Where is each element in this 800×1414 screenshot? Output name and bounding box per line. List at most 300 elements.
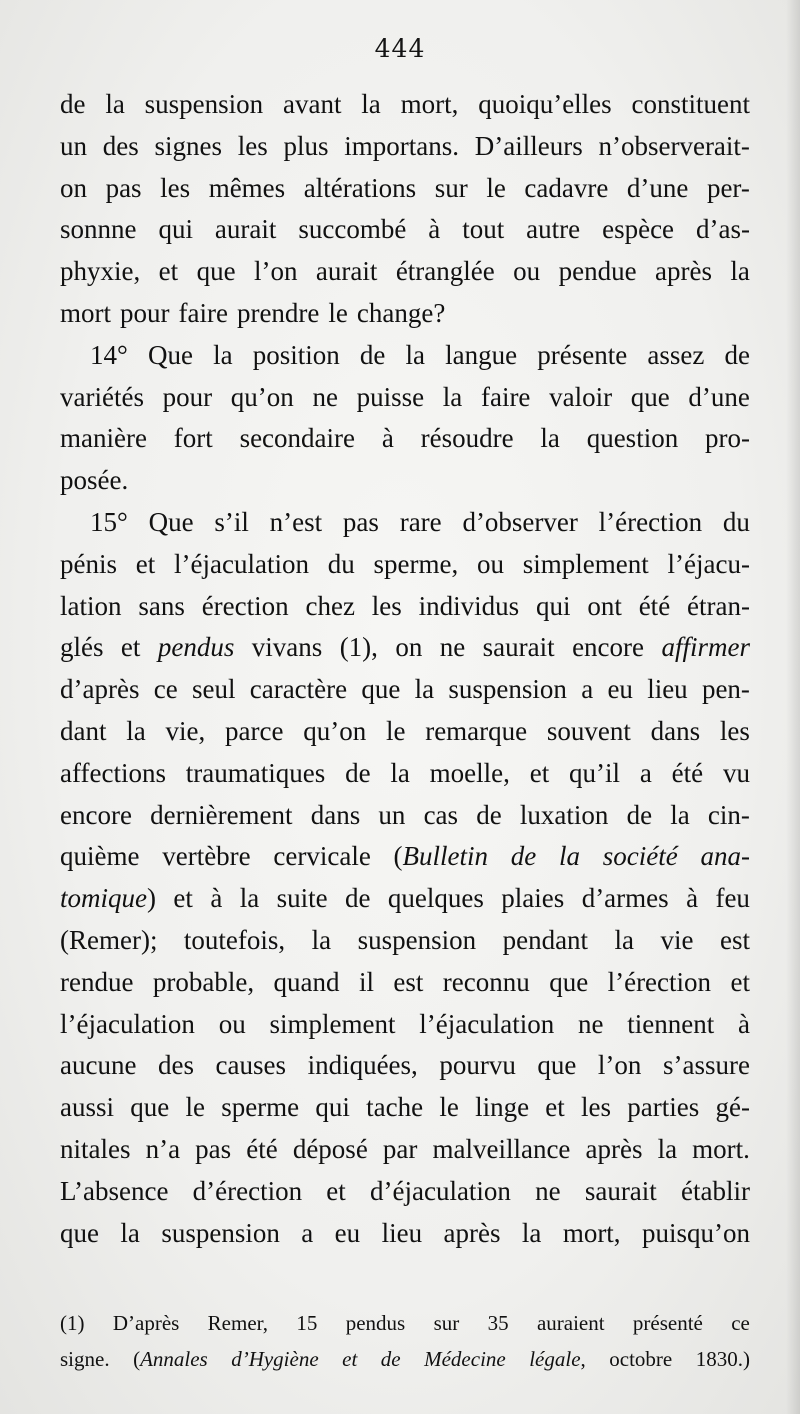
word: l’on [254,256,298,287]
word: ne [439,632,466,663]
word: simplement [269,1008,396,1039]
word: pas [105,172,142,203]
word: n’est [269,506,323,537]
word: tiennent [627,1008,715,1039]
word: l’éjacu- [667,548,750,579]
word: l’éjaculation [174,548,309,579]
word: l’éjaculation [419,1008,555,1039]
word: la [126,715,146,746]
body-line [60,418,750,460]
body-line [60,669,750,711]
word: le [185,1092,205,1123]
word: du [327,548,355,579]
word: (Bulletin [393,841,489,872]
word: les [719,715,750,746]
word: pour [162,381,213,412]
word: s’il [214,506,249,537]
word: change? [356,297,446,328]
word: variétés [60,381,144,412]
word: sur [434,172,468,203]
body-line [60,753,750,795]
word: affirmer [661,632,750,663]
word: valoir [549,381,613,412]
word: établir [681,1175,750,1206]
word: présenté [632,1311,703,1335]
word: la [120,1217,140,1248]
footnote [60,1305,750,1377]
body-line [60,795,750,837]
word: quoiqu’elles [478,89,612,119]
footnote-line [60,1305,750,1341]
body-line [60,209,750,251]
word: glés [60,632,104,663]
word: on [60,172,87,203]
word: de [359,339,386,370]
word: que [630,381,670,412]
word: pendue [558,256,637,287]
word: à [686,883,699,914]
word: et [326,1175,346,1206]
word: la [390,757,410,788]
word: chez [305,590,355,621]
word: 35 [487,1311,509,1335]
word: lation [60,590,122,621]
word: est [393,966,424,997]
body-line [60,1213,750,1255]
word: nitales [60,1133,131,1164]
word: que [60,1217,99,1248]
word: qu’on [303,715,367,746]
body-line [60,627,750,669]
word: fort [173,423,213,454]
word: la [558,841,580,872]
word: D’ailleurs [474,130,583,161]
word: érection [201,590,289,621]
body-line [60,84,750,126]
word: l’éjaculation [60,1008,195,1039]
word: faire [480,381,531,412]
word: plus [283,130,329,161]
word: puisse [356,381,425,412]
word: aurait [315,256,378,287]
word: étranglée [395,256,495,287]
word: encore [572,632,645,663]
word: per- [706,172,750,203]
body-line [60,251,750,293]
word: question [586,423,679,454]
word: dans [310,799,361,830]
word: suite [276,883,328,914]
word: s’assure [662,1050,750,1081]
word: autre [526,214,581,245]
word: mort, [400,89,459,119]
body-line [60,544,750,586]
word: l’érection [607,966,712,997]
body-line [60,126,750,168]
word: et [730,966,750,997]
word: individus [418,590,520,621]
word: traumatiques [185,757,326,788]
word: remarque [425,715,528,746]
word: eu [607,674,633,705]
word: ne [577,1008,604,1039]
word: qui [535,590,571,621]
body-line [60,878,750,920]
word: la [213,339,233,370]
word: cervicale [273,841,371,872]
word: résoudre [420,423,514,454]
word: a [301,1217,314,1248]
word: après [443,1217,501,1248]
word: d’armes [581,883,669,914]
word: du [722,506,750,537]
word: (Remer); [60,924,158,955]
word: d’une [688,381,750,412]
word: le [385,715,406,746]
word: l’on [597,1050,642,1081]
body-line [60,1129,750,1171]
word: feu [715,883,750,914]
word: dans [650,715,701,746]
word: et [342,1347,358,1371]
word: assez [647,339,705,370]
body-line [60,586,750,628]
word: posée. [60,465,129,496]
word: suspension [161,1217,280,1248]
word: parce [225,715,284,746]
word: ce [731,1311,750,1335]
word: été [246,1133,278,1164]
word: seul [191,674,236,705]
word: l’érection [598,506,703,537]
word: d’une [626,172,689,203]
word: quième [60,841,140,872]
body-line [60,1087,750,1129]
word: cin- [707,799,750,830]
word: mort [60,297,111,328]
body-line [60,502,750,544]
word: aussi [60,1092,114,1123]
word: de [345,757,371,788]
word: de [626,799,653,830]
word: que [361,674,401,705]
body-line [60,460,750,502]
word: n’a [145,1133,181,1164]
footnote-line [60,1341,750,1377]
word: le [328,297,348,328]
word: par [382,1133,418,1164]
word: Médecine [424,1347,506,1371]
body-line [60,1171,750,1213]
word: déposé [292,1133,368,1164]
word: pénis [60,548,117,579]
word: vertèbre [162,841,251,872]
word: linge [475,1092,530,1123]
word: ana- [700,841,750,872]
word: sur [433,1311,460,1335]
word: 14° [90,339,128,370]
word: importans. [344,130,460,161]
word: les [581,1092,612,1123]
word: la [105,89,125,119]
word: la [405,339,425,370]
word: les [371,590,402,621]
word: a [639,757,652,788]
word: à [428,214,441,245]
word: ce [153,674,178,705]
word: aurait [214,214,277,245]
word: cadavre [524,172,609,203]
word: un [378,799,406,830]
word: quelques [387,883,484,914]
word: suspension [357,924,477,955]
word: qui [315,1092,350,1123]
word: 1830.) [695,1347,750,1371]
word: présente [537,339,628,370]
word: Remer, [207,1311,269,1335]
word: à [210,883,223,914]
word: été [671,757,704,788]
word: 15 [296,1311,318,1335]
word: a [581,674,594,705]
word: faire [178,297,228,328]
word: la [730,256,750,287]
word: avant [282,89,342,119]
word: rare [399,506,442,537]
word: la [414,674,435,705]
word: ou [476,548,504,579]
word: (1), [339,632,378,663]
word: des [158,1050,194,1081]
word: succombé [298,214,407,245]
word: été [638,590,671,621]
word: reconnu [442,966,530,997]
word: la [670,799,690,830]
word: indiquées, [307,1050,418,1081]
word: tout [462,214,505,245]
body-line [60,293,750,335]
word: secondaire [239,423,355,454]
word: que [196,256,236,287]
word: d’Hygiène [231,1347,319,1371]
body-line [60,920,750,962]
word: pro- [705,423,750,454]
word: à [381,423,394,454]
word: de [380,1347,401,1371]
word: de [476,799,502,830]
word: n’observerait- [598,130,750,161]
word: ont [587,590,622,621]
word: Que [147,339,193,370]
body-line [60,962,750,1004]
word: (Annales [133,1347,208,1371]
word: pour [120,297,170,328]
word: D’après [112,1311,180,1335]
word: malveillance [432,1133,571,1164]
word: position [252,339,340,370]
word: Que [148,506,194,537]
word: et [545,1092,565,1123]
word: que [130,1092,170,1123]
page-number: 444 [374,34,426,63]
word: suspension [144,89,264,119]
word: et [173,883,193,914]
word: plaies [501,883,565,914]
word: vivans [251,632,323,663]
word: L’absence [60,1175,169,1206]
word: la [657,1133,678,1164]
word: sonnne [60,214,137,245]
body-line [60,1004,750,1046]
word: lieu [647,674,688,705]
word: que [549,966,589,997]
word: à [738,1008,750,1039]
word: pendus [157,632,235,663]
word: la [521,1217,542,1248]
word: ne [535,1175,561,1206]
word: moelle, [429,757,510,788]
body-line [60,377,750,419]
word: ou [218,1008,246,1039]
word: le [439,1092,459,1123]
word: les [160,172,191,203]
word: sperme [221,1092,300,1123]
word: un [60,130,87,161]
word: est [719,924,750,955]
word: langue [445,339,518,370]
word: lieu [381,1217,423,1248]
word: la [442,381,463,412]
body-text [60,84,750,1254]
word: et [135,548,156,579]
word: prendre [236,297,320,328]
word: d’éjaculation [370,1175,511,1206]
word: que [537,1050,577,1081]
word: la [614,924,635,955]
word: saurait [584,1175,657,1206]
word: 15° [90,506,128,537]
word: de [724,339,750,370]
word: aucune [60,1050,137,1081]
word: mort. [692,1133,750,1164]
word: qui [158,214,193,245]
word: de [510,841,537,872]
word: mort, [562,1217,621,1248]
word: gé- [715,1092,750,1123]
word: sans [138,590,185,621]
word: signe. [60,1347,110,1371]
body-line [60,836,750,878]
word: après [654,256,712,287]
word: pas [195,1133,232,1164]
word: toutefois, [183,924,286,955]
word: manière [60,423,147,454]
word: auraient [536,1311,605,1335]
word: la [361,89,381,119]
word: simplement [522,548,649,579]
word: les [237,130,268,161]
word: mêmes [208,172,286,203]
word: cas [423,799,459,830]
word: d’érection [192,1175,303,1206]
body-line [60,335,750,377]
word: causes [215,1050,287,1081]
page-edge-shadow [786,0,800,1414]
word: la [239,883,260,914]
word: rendue [60,966,134,997]
word: pen- [701,674,750,705]
word: qu’on [230,381,294,412]
word: parties [627,1092,700,1123]
word: octobre [609,1347,673,1371]
word: espèce [602,214,675,245]
word: eu [334,1217,361,1248]
word: pendus [345,1311,406,1335]
word: qu’il [569,757,621,788]
word: le [486,172,506,203]
word: et [529,757,550,788]
word: la [311,924,332,955]
word: pendant [502,924,589,955]
word: d’après [60,674,140,705]
word: on [395,632,423,663]
word: luxation [519,799,609,830]
word: altérations [303,172,417,203]
word: dernièrement [150,799,293,830]
word: après [585,1133,643,1164]
word: vu [722,757,750,788]
word: signes [154,130,222,161]
word: tache [366,1092,424,1123]
word: tomique) [60,883,156,914]
word: vie [660,924,694,955]
word: société [602,841,678,872]
word: suspension [448,674,567,705]
word: la [540,423,560,454]
word: caractère [249,674,348,705]
body-line [60,1045,750,1087]
word: il [358,966,374,997]
word: constituent [631,89,750,119]
word: vie, [165,715,206,746]
word: ne [312,381,338,412]
body-line [60,168,750,210]
word: pas [342,506,379,537]
word: ou [513,256,541,287]
word: de [60,89,86,119]
word: de [345,883,371,914]
word: sperme, [373,548,459,579]
word: d’as- [696,214,750,245]
word: étran- [687,590,750,621]
word: saurait [482,632,555,663]
word: d’observer [462,506,578,537]
word: probable, [152,966,255,997]
word: et [120,632,141,663]
word: quand [273,966,340,997]
word: dant [60,715,107,746]
word: légale, [529,1347,586,1371]
word: pourvu [439,1050,516,1081]
word: affections [60,757,166,788]
word: des [102,130,139,161]
word: puisqu’on [641,1217,750,1248]
word: phyxie, [60,256,141,287]
word: encore [60,799,132,830]
word: et [158,256,179,287]
word: souvent [546,715,631,746]
word: (1) [60,1311,85,1335]
